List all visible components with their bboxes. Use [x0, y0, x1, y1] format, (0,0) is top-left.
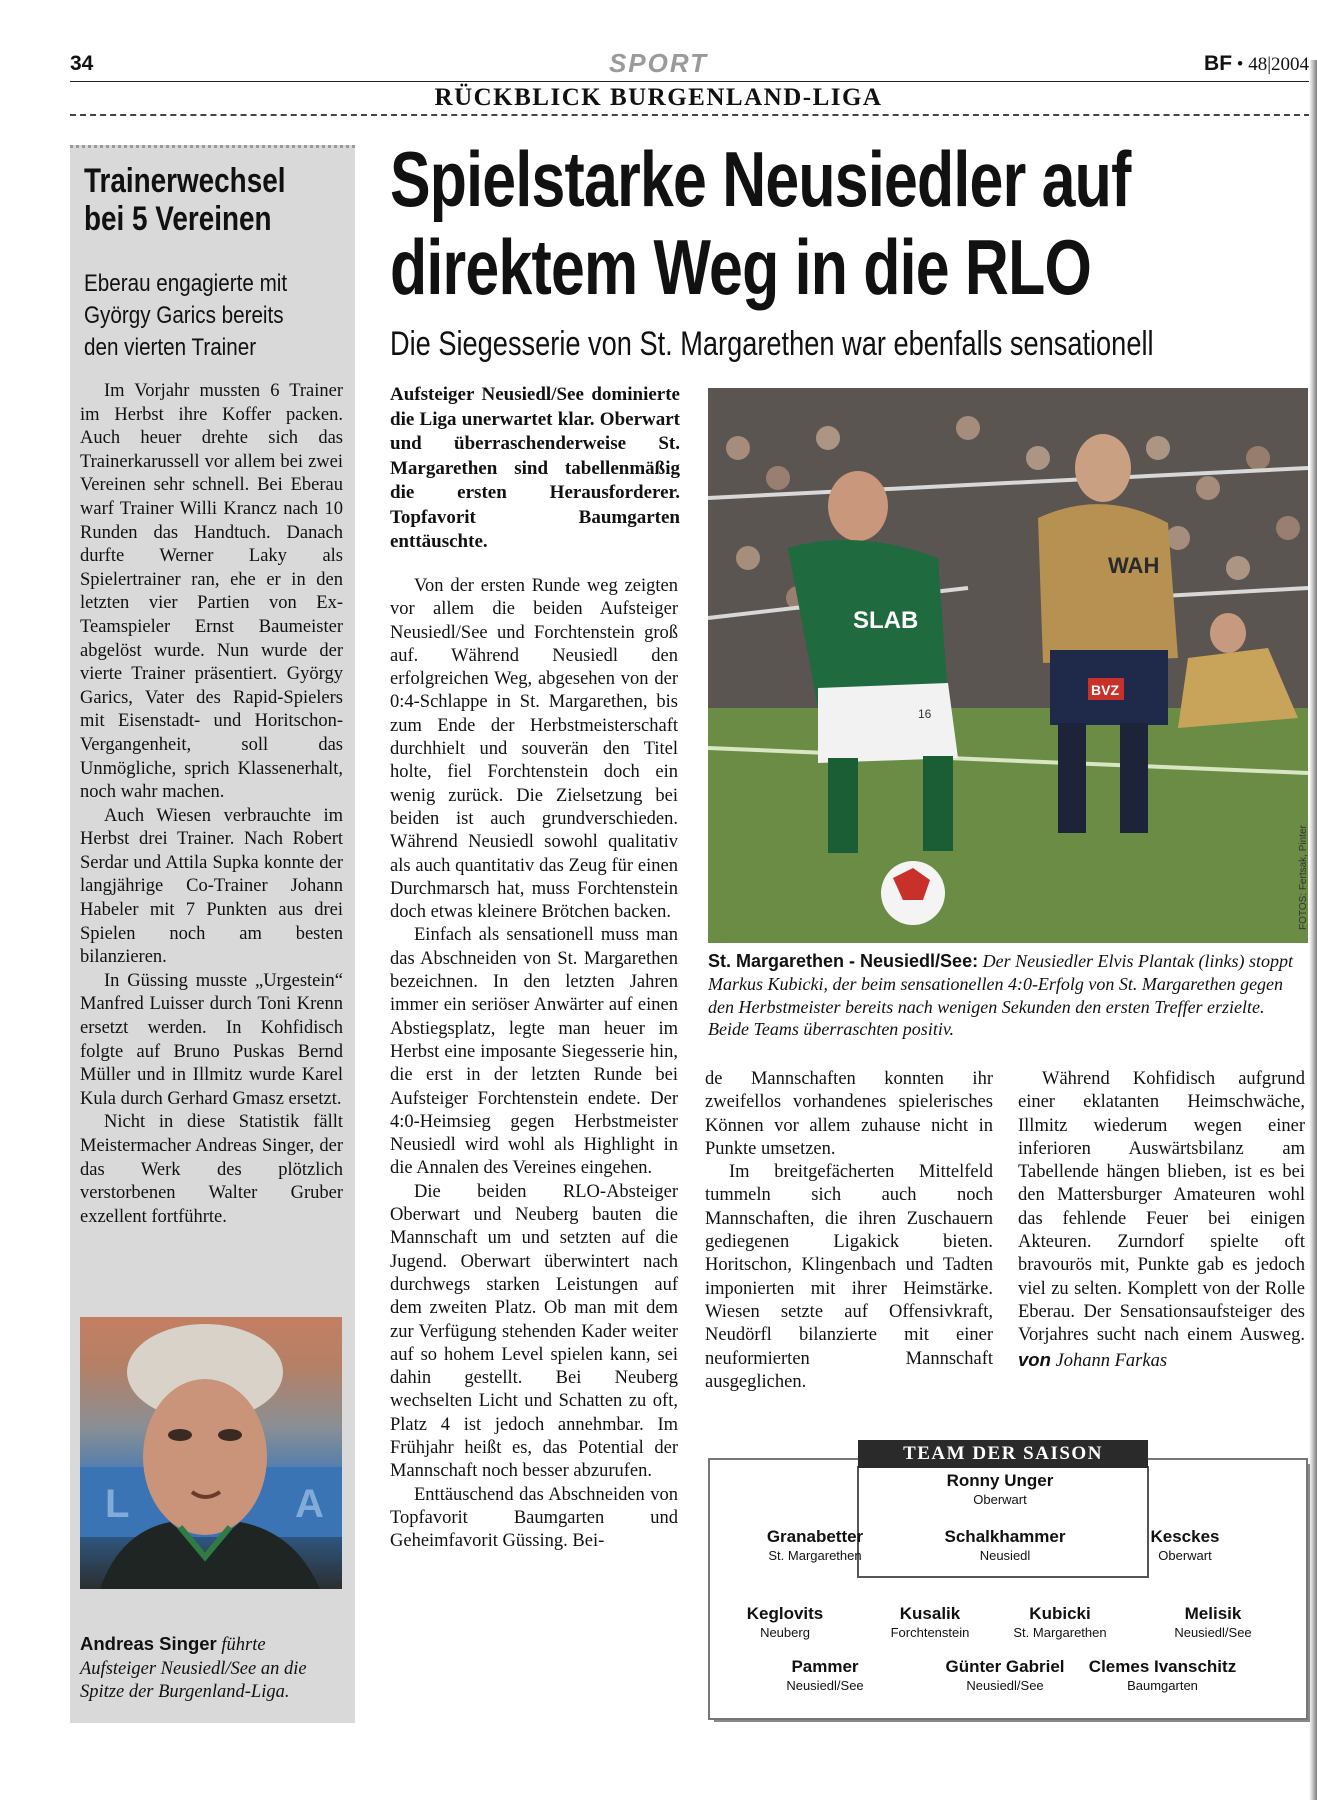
player-club: Neusiedl/See	[1174, 1625, 1252, 1640]
header-rule	[70, 81, 1310, 82]
player-club: Oberwart	[1158, 1548, 1212, 1563]
photo-credit: FOTOS: Fertsak, Pinter	[1298, 825, 1309, 930]
match-photo-caption	[708, 950, 1308, 1041]
article-paragraph: Einfach als sensationell muss man das Abschneiden von St. Margarethen bezeichnen. In den letzten Jahren immer ein seriöser Anwärter auf einen Abstiegsplatz, legte man heuer im Herbst eine imposante Siegesserie hin, die erst in der letzten Runde bei Aufsteiger Forchtenstein endete. Der 4:0-Heimsieg gegen Herbstmeister Neusiedl wird wohl als Highlight in die Annalen des Vereines eingehen.	[390, 925, 678, 1179]
issue-info	[1204, 52, 1309, 76]
sidebar-title	[84, 162, 301, 238]
player-name: Günter Gabriel	[945, 1657, 1065, 1676]
team-player	[930, 1656, 1080, 1694]
sidebar-subtitle-line: Eberau engagierte mit	[84, 270, 288, 297]
player-name: Kubicki	[1029, 1604, 1091, 1623]
sidebar-paragraph: Im Vorjahr mussten 6 Trainer im Herbst ihre Koffer packen. Auch heuer drehte sich das Trainerkarussell vor allem bei zwei Vereinen sehr schnell. Bei Eberau warf Trainer Willi Krancz nach 10 Runden das Handtuch. Danach durfte Werner Laky als Spielertrainer ran, ehe er in den letzten vier Partien von Ex-Teamspieler Ernst Baumeister abgelöst wurde. Nun wurde der vierte Trainer präsentiert. György Garics, Vater des Rapid-Spielers mit Eisenstadt- und Horitschon-Vergangenheit, soll das Unmögliche, sprich Klassenerhalt, noch wahr machen.	[80, 381, 343, 803]
article-headline	[390, 135, 1209, 311]
player-name: Keglovits	[746, 1604, 824, 1623]
team-player	[920, 1526, 1090, 1564]
article-column-1	[390, 575, 678, 1553]
article-lead: Aufsteiger Neusiedl/See dominierte die Liga unerwartet klar. Oberwart und überraschenderweise St. Margarethen sind tabellenmäßig die ersten Herausforderer. Topfavorit Baumgarten enttäuschte.	[390, 384, 680, 552]
sidebar-title-line: Trainerwechsel	[84, 162, 286, 200]
svg-text:L: L	[105, 1482, 130, 1526]
player-club: St. Margarethen	[1013, 1625, 1107, 1640]
team-player	[770, 1656, 880, 1694]
team-player	[1085, 1656, 1240, 1694]
coach-photo-caption	[80, 1632, 345, 1705]
caption-text: Der Neusiedler Elvis Plantak (links) stoppt Markus Kubicki, der beim sensationellen 4:0-Erfolg von St. Margarethen gegen den Herbstmeister bereits nach wenigen Sekunden den ersten Treffer erzielte. Beide Teams überraschten positiv.	[708, 951, 1294, 1040]
player-club: Oberwart	[973, 1492, 1027, 1507]
coach-portrait-photo	[80, 1317, 342, 1589]
page-binding-edge	[1309, 60, 1317, 1800]
article-paragraph: de Mannschaften konnten ihr zweifellos vorhandenes spielerisches Können vor allem zuhause nicht in Punkte umsetzen.	[705, 1069, 993, 1159]
match-photo-illustration	[708, 388, 1308, 943]
caption-person-name: Andreas Singer	[80, 1633, 217, 1654]
team-player	[730, 1603, 840, 1641]
player-name: Melisik	[1184, 1604, 1242, 1623]
player-shorts-number: 16	[918, 707, 932, 721]
svg-text:A: A	[295, 1482, 324, 1526]
article-paragraph: Die beiden RLO-Absteiger Oberwart und Neuberg bauten die Mannschaft um und setzten auf die Jugend. Oberwart überwintert nach durchwegs starken Leistungen auf dem zweiten Platz. Ob man mit dem zur Verfügung stehenden Kader weiter auf so hohem Level spielen kann, sei dahin gestellt. Bei Neuberg wechselten Licht und Schatten zu oft, Platz 4 ist jedoch annehmbar. Im Frühjahr heißt es, das Potential der Mannschaft noch besser abzurufen.	[390, 1181, 678, 1482]
article-column-3	[1018, 1068, 1305, 1373]
opponent-shirt-text: WAH	[1108, 553, 1160, 578]
player-name: Granabetter	[766, 1527, 864, 1546]
player-club: Neusiedl	[979, 1548, 1031, 1563]
caption-text: führte Aufsteiger Neusiedl/See an die Spitze der Burgenland-Liga.	[80, 1635, 307, 1702]
page-number: 34	[70, 52, 94, 75]
sidebar-paragraph: Auch Wiesen verbrauchte im Herbst drei Trainer. Nach Robert Serdar und Attila Supka konnte der langjährige Co-Trainer Johann Habeler mit 7 Punkten aus drei Spielen noch am besten bilanzieren.	[80, 805, 343, 968]
player-shirt-sponsor: SLAB	[853, 607, 919, 634]
article-subheadline: Die Siegesserie von St. Margarethen war ebenfalls sensationell	[390, 325, 1154, 363]
article-paragraph: Enttäuschend das Abschneiden von Topfavorit Baumgarten und Geheimfavorit Güssing. Bei-	[390, 1484, 678, 1552]
player-name: Clemes Ivanschitz	[1088, 1657, 1237, 1676]
sidebar-subtitle	[84, 268, 312, 364]
article-paragraph: Im breitgefächerten Mittelfeld tummeln sich auch noch Mannschaften, die ihren Zuschauern gediegenen Ligakick bieten. Horitschon, Klingenbach und Tadten imponierten mit ihrer Heimstärke. Wiesen setzte auf Offensivkraft, Neudörfl bilanzierte mit einer neuformierten Mannschaft ausgeglichen.	[705, 1162, 993, 1392]
team-player	[875, 1603, 985, 1641]
player-club: Neuberg	[760, 1625, 810, 1640]
article-paragraph-text: Während Kohfidisch aufgrund einer eklatanten Heimschwäche, Illmitz wiederum wegen einer inferioren Auswärtsbilanz am Tabellende hängen blieben, ist es bei den Mattersburger Amateuren wohl das fehlende Feuer bei einigen Akteuren. Zurndorf spielte oft bravourös mit, Punkte gab es jedoch viel zu selten. Komplett von der Rolle Eberau. Der Sensationsaufsteiger des Vorjahres sucht nach einem Ausweg.	[1018, 1069, 1305, 1346]
caption-match-label: St. Margarethen - Neusiedl/See:	[708, 951, 979, 971]
sidebar-body	[80, 380, 343, 1229]
team-player	[1000, 1603, 1120, 1641]
header-dashed-divider	[70, 114, 1310, 116]
headline-line: Spielstarke Neusiedler auf	[390, 135, 1131, 223]
player-name: Pammer	[791, 1657, 859, 1676]
byline	[1018, 1348, 1168, 1371]
sidebar-subtitle-line: den vierten Trainer	[84, 334, 257, 361]
team-box-title: TEAM DER SAISON	[858, 1440, 1148, 1468]
article-paragraph	[1018, 1068, 1305, 1373]
sidebar-subtitle-line: György Garics bereits	[84, 302, 284, 329]
player-club: Forchtenstein	[890, 1625, 970, 1640]
team-player	[1130, 1526, 1240, 1564]
sidebar-paragraph: In Güssing musste „Urgestein“ Manfred Luisser durch Toni Krenn ersetzt werden. In Kohfidisch folgte auf Bruno Puskas Bernd Müller und in Illmitz wurde Karel Kula durch Gerhard Gmasz ersetzt.	[80, 970, 343, 1109]
issue-number: 48|2004	[1248, 54, 1309, 75]
issue-separator: •	[1236, 54, 1244, 75]
subsection-title: RÜCKBLICK BURGENLAND-LIGA	[434, 84, 883, 111]
team-player	[900, 1470, 1100, 1508]
player-club: Neusiedl/See	[966, 1678, 1044, 1693]
match-photo	[708, 388, 1308, 943]
player-name: Kusalik	[899, 1604, 961, 1623]
coach-portrait-illustration	[80, 1317, 342, 1589]
publication-name: BF	[1204, 52, 1233, 75]
byline-prefix: von	[1018, 1348, 1051, 1370]
player-club: Neusiedl/See	[786, 1678, 864, 1693]
headline-line: direktem Weg in die RLO	[390, 223, 1092, 311]
player-name: Ronny Unger	[946, 1471, 1054, 1490]
article-column-2	[705, 1068, 993, 1394]
sidebar-title-line: bei 5 Vereinen	[84, 200, 272, 238]
team-player	[735, 1526, 895, 1564]
player-club: Baumgarten	[1127, 1678, 1198, 1693]
section-title: SPORT	[608, 48, 709, 78]
byline-author: Johann Farkas	[1055, 1350, 1168, 1371]
player-club: St. Margarethen	[768, 1548, 862, 1563]
team-player	[1148, 1603, 1278, 1641]
player-name: Kesckes	[1150, 1527, 1220, 1546]
player-name: Schalkhammer	[944, 1527, 1066, 1546]
article-paragraph: Von der ersten Runde weg zeigten vor allem die beiden Aufsteiger Neusiedl/See und Forchtenstein groß auf. Während Neusiedl den erfolgreichen Weg, abgesehen von der 0:4-Schlappe in St. Margarethen, bis zum Ende der Herbstmeisterschaft durchhielt und souverän den Titel holte, fiel Forchtenstein doch ein wenig zurück. Die Zielsetzung bei beiden ist auch grundverschieden. Während Neusiedl sowohl qualitativ als auch quantitativ das Zeug für einen Durchmarsch hat, muss Forchtenstein doch etwas kleinere Brötchen backen.	[390, 576, 678, 923]
sidebar-paragraph: Nicht in diese Statistik fällt Meistermacher Andreas Singer, der das Werk des plötzlich verstorbenen Walter Gruber exzellent fortführte.	[80, 1112, 343, 1227]
opponent-shorts-sponsor: BVZ	[1091, 682, 1119, 698]
